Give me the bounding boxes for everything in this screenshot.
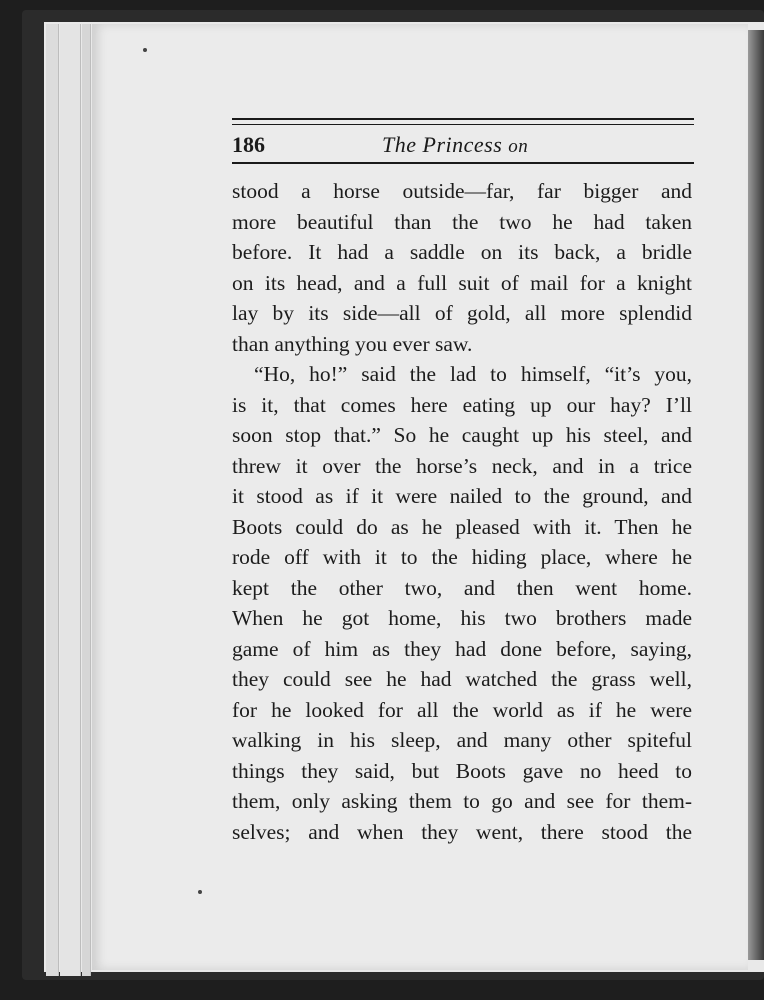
text-line: for he looked for all the world as if he were bbox=[232, 697, 692, 722]
running-header bbox=[232, 128, 694, 158]
text-line: threw it over the horse’s neck, and in a trice bbox=[232, 453, 692, 478]
page-edge bbox=[46, 24, 59, 976]
header-rule-top bbox=[232, 118, 694, 120]
text-line: it stood as if it were nailed to the ground, and bbox=[232, 484, 692, 508]
page-gutter-shadow bbox=[748, 30, 764, 960]
text-line: is it, that comes here eating up our hay? I’ll bbox=[232, 392, 692, 417]
text-line: game of him as they had done before, saying, bbox=[232, 636, 692, 661]
running-head bbox=[382, 132, 528, 158]
text-line: “Ho, ho!” said the lad to himself, “it’s you, bbox=[254, 362, 692, 386]
text-line: Boots could do as he pleased with it. Then he bbox=[232, 514, 692, 539]
text-line: them, only asking them to go and see for them- bbox=[232, 789, 692, 813]
text-line: rode off with it to the hiding place, where he bbox=[232, 545, 692, 569]
paper-speck bbox=[198, 890, 202, 894]
text-line: than anything you ever saw. bbox=[232, 331, 473, 356]
running-head-title: The Princess bbox=[382, 132, 503, 157]
text-line: before. It had a saddle on its back, a bridle bbox=[232, 240, 692, 264]
text-line: on its head, and a full suit of mail for a knight bbox=[232, 270, 692, 295]
page-number: 186 bbox=[232, 132, 265, 157]
text-line: soon stop that.” So he caught up his steel, and bbox=[232, 423, 692, 447]
text-line: stood a horse outside—far, far bigger and bbox=[232, 179, 692, 203]
text-line: lay by its side—all of gold, all more splendid bbox=[232, 301, 692, 325]
header-rule-bottom bbox=[232, 162, 694, 164]
running-head-small: on bbox=[508, 136, 529, 157]
page-edge bbox=[82, 24, 91, 976]
text-line: kept the other two, and then went home. bbox=[232, 575, 692, 600]
text-line: walking in his sleep, and many other spiteful bbox=[232, 728, 692, 752]
paper-speck bbox=[143, 48, 147, 52]
header-rule-top-thin bbox=[232, 124, 694, 125]
text-line: selves; and when they went, there stood the bbox=[232, 819, 692, 844]
text-line: more beautiful than the two he had taken bbox=[232, 209, 692, 234]
text-line: When he got home, his two brothers made bbox=[232, 606, 692, 630]
text-line: they could see he had watched the grass well, bbox=[232, 667, 692, 691]
text-line: things they said, but Boots gave no heed to bbox=[232, 758, 692, 783]
page-edge bbox=[60, 24, 81, 976]
body-text bbox=[232, 176, 692, 847]
